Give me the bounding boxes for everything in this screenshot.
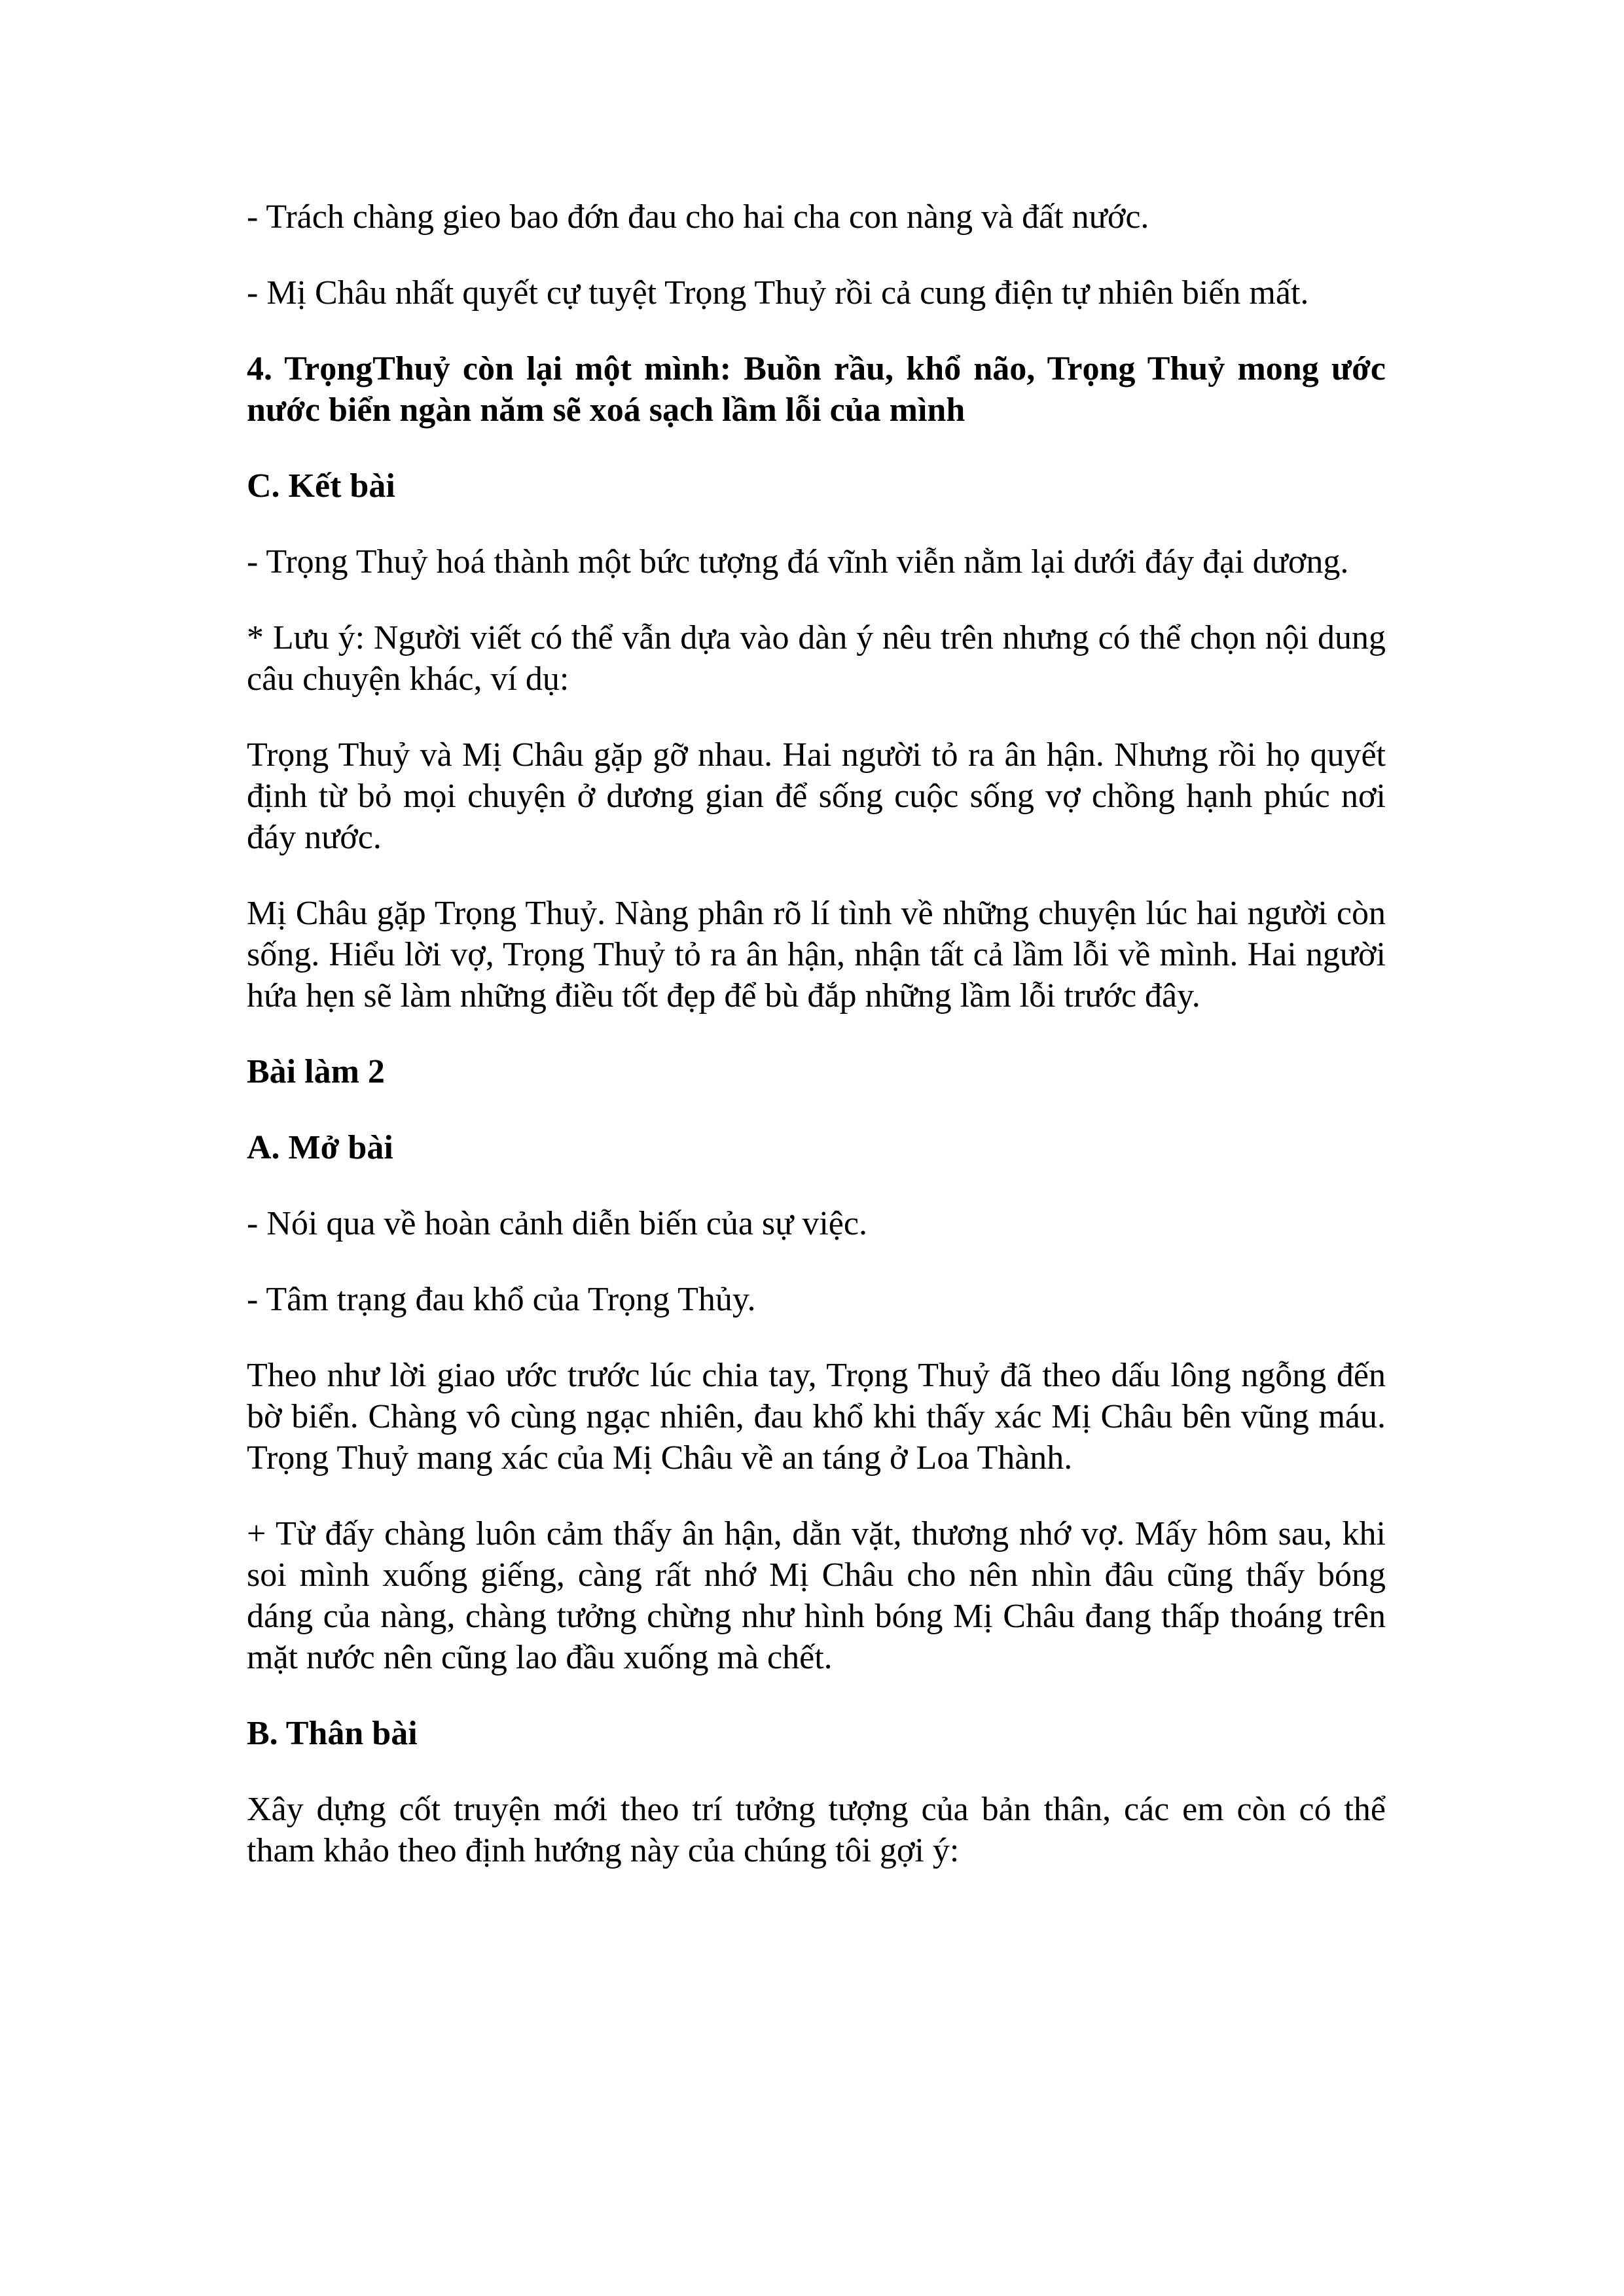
paragraph-example-2: Mị Châu gặp Trọng Thuỷ. Nàng phân rõ lí tình về những chuyện lúc hai người còn sống. Hiểu lời vợ, Trọng Thuỷ tỏ ra ân hận, nhận tất cả lầm lỗi về mình. Hai người hứa hẹn sẽ làm những điều tốt đẹp để bù đắp những lầm lỗi trước đây. — [247, 895, 1386, 1014]
paragraph-statue: - Trọng Thuỷ hoá thành một bức tượng đá vĩnh viễn nằm lại dưới đáy đại dương. — [247, 543, 1349, 581]
paragraph-remorse: + Từ đấy chàng luôn cảm thấy ân hận, dằn vặt, thương nhớ vợ. Mấy hôm sau, khi soi mình xuống giếng, càng rất nhớ Mị Châu cho nên nhìn đâu cũng thấy bóng dáng của nàng, chàng tưởng chừng như hình bóng Mị Châu đang thấp thoáng trên mặt nước nên cũng lao đầu xuống mà chết. — [247, 1515, 1386, 1676]
paragraph-bullet-mood: - Tâm trạng đau khổ của Trọng Thủy. — [247, 1281, 756, 1318]
paragraph-example-1: Trọng Thuỷ và Mị Châu gặp gỡ nhau. Hai người tỏ ra ân hận. Nhưng rồi họ quyết định từ bỏ mọi chuyện ở dương gian để sống cuộc sống vợ chồng hạnh phúc nơi đáy nước. — [247, 736, 1386, 856]
heading-than-bai: B. Thân bài — [247, 1715, 418, 1752]
heading-mo-bai: A. Mở bài — [247, 1129, 393, 1166]
paragraph-bullet-context: - Nói qua về hoàn cảnh diễn biến của sự việc. — [247, 1205, 867, 1242]
paragraph-guidance: Xây dựng cốt truyện mới theo trí tưởng tượng của bản thân, các em còn có thể tham khảo theo định hướng này của chúng tôi gợi ý: — [247, 1791, 1386, 1869]
document-page — [247, 196, 1386, 1906]
paragraph-agreement: Theo như lời giao ước trước lúc chia tay, Trọng Thuỷ đã theo dấu lông ngỗng đến bờ biển. Chàng vô cùng ngạc nhiên, đau khổ khi thấy xác Mị Châu bên vũng máu. Trọng Thuỷ mang xác của Mị Châu về an táng ở Loa Thành. — [247, 1357, 1386, 1477]
paragraph-bullet-reproach: - Trách chàng gieo bao đớn đau cho hai cha con nàng và đất nước. — [247, 198, 1149, 236]
heading-point-4: 4. TrọngThuỷ còn lại một mình: Buồn rầu, khổ não, Trọng Thuỷ mong ước nước biển ngàn năm sẽ xoá sạch lầm lỗi của mình — [247, 350, 1386, 429]
paragraph-note: * Lưu ý: Người viết có thể vẫn dựa vào dàn ý nêu trên nhưng có thể chọn nội dung câu chuyện khác, ví dụ: — [247, 619, 1386, 698]
heading-bai-lam-2: Bài làm 2 — [247, 1053, 385, 1090]
paragraph-bullet-refusal: - Mị Châu nhất quyết cự tuyệt Trọng Thuỷ rồi cả cung điện tự nhiên biến mất. — [247, 274, 1309, 312]
heading-ket-bai: C. Kết bài — [247, 467, 395, 505]
